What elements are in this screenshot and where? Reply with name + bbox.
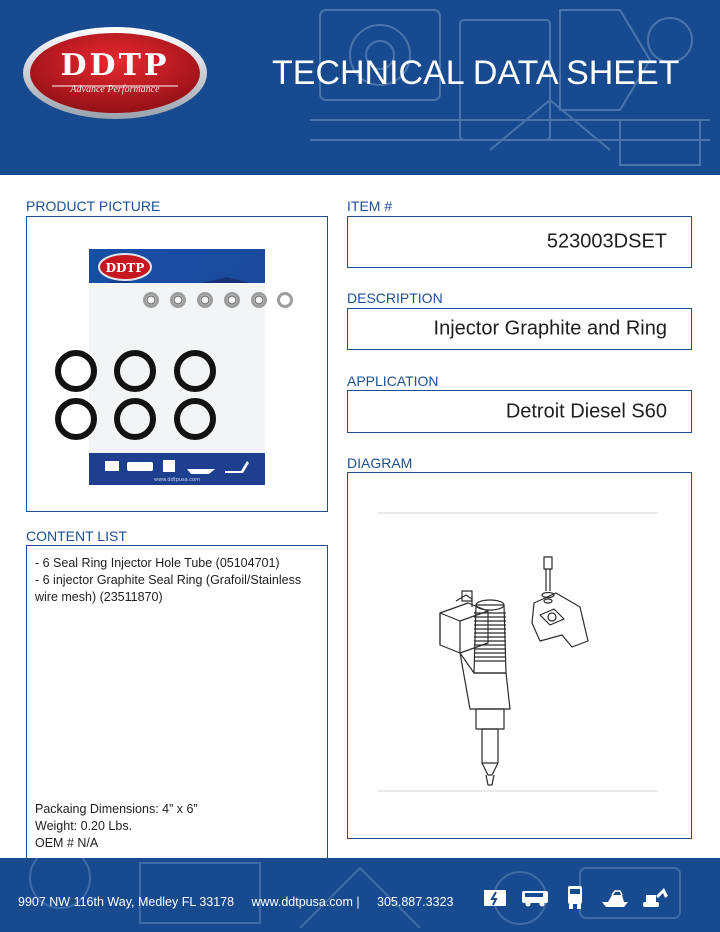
logo-text: DDTP — [60, 48, 170, 83]
item-number: 523003DSET — [546, 230, 667, 253]
footer-banner — [0, 858, 720, 932]
bus-icon — [520, 882, 550, 912]
header-banner — [0, 0, 720, 175]
excavator-icon — [640, 882, 670, 912]
bag-url: www.ddtpusa.com — [154, 477, 200, 483]
footer-phone: 305.887.3323 — [377, 895, 454, 909]
oem-number: OEM # N/A — [35, 836, 99, 850]
diagram-box — [347, 472, 692, 839]
item-box — [347, 216, 692, 268]
footer-address: 9907 NW 116th Way, Medley FL 33178 — [18, 895, 235, 909]
footer-icons — [480, 880, 670, 914]
packaging-dimensions: Packaing Dimensions: 4” x 6” — [35, 802, 198, 816]
description-value: Injector Graphite and Ring — [433, 317, 667, 340]
content-line-2: - 6 injector Graphite Seal Ring (Grafoil/Stainless — [35, 573, 302, 587]
application-value: Detroit Diesel S60 — [505, 400, 667, 422]
generator-icon — [480, 882, 510, 912]
bag-logo-text: DDTP — [105, 261, 145, 275]
product-image — [27, 217, 327, 511]
description-box — [347, 308, 692, 350]
content-list-label: CONTENT LIST — [26, 528, 127, 544]
footer-separator: | — [356, 895, 360, 909]
page-title: TECHNICAL DATA SHEET — [272, 54, 680, 92]
yacht-icon — [600, 882, 630, 912]
product-picture-label: PRODUCT PICTURE — [26, 198, 161, 214]
content-list-items — [35, 555, 319, 606]
truck-icon — [560, 882, 590, 912]
weight: Weight: 0.20 Lbs. — [35, 819, 133, 833]
logo-tagline: Advance Performance — [70, 84, 160, 95]
item-label: ITEM # — [347, 198, 393, 214]
footer-contact — [18, 895, 453, 909]
content-list-box — [26, 545, 328, 861]
content-card — [10, 176, 710, 856]
footer-website[interactable]: www.ddtpusa.com — [251, 895, 353, 909]
application-label: APPLICATION — [347, 373, 439, 389]
content-specs — [35, 801, 198, 852]
content-line-1: - 6 Seal Ring Injector Hole Tube (05104701) — [35, 556, 280, 570]
description-label: DESCRIPTION — [347, 290, 443, 306]
content-line-3: wire mesh) (23511870) — [35, 590, 163, 604]
application-box — [347, 390, 692, 433]
diagram-label: DIAGRAM — [347, 455, 413, 471]
injector-diagram — [348, 473, 691, 838]
product-picture-box — [26, 216, 328, 512]
